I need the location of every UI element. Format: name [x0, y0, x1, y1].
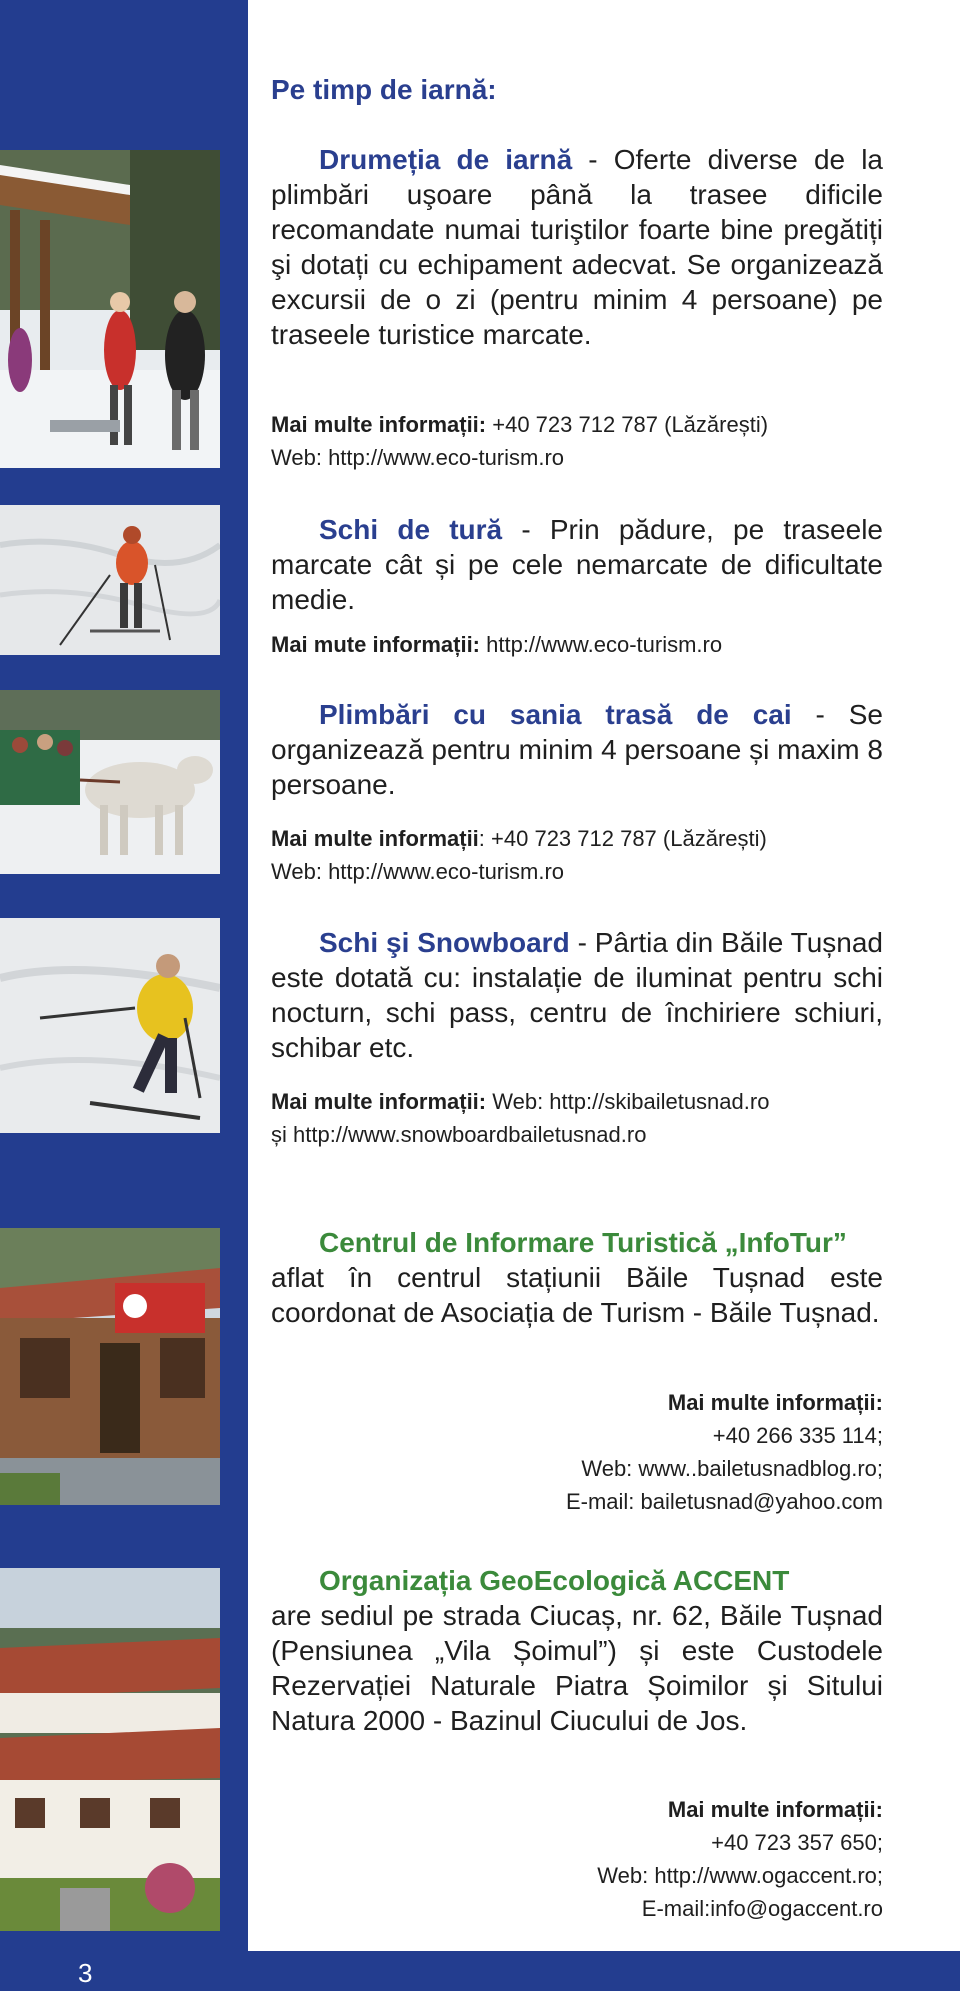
infotur-block	[271, 1225, 883, 1330]
info-value: http://www.eco-turism.ro	[480, 632, 723, 657]
bottom-blue-band	[0, 1951, 960, 1991]
item-title: Schi şi Snowboard	[319, 927, 570, 958]
item-schi-tura	[271, 512, 883, 617]
info-email: E-mail:info@ogaccent.ro	[641, 1896, 883, 1921]
item-sania-info	[271, 822, 883, 888]
photo-skier	[0, 918, 220, 1133]
accent-block	[271, 1563, 883, 1738]
infotur-info	[271, 1386, 883, 1518]
accent-info	[271, 1793, 883, 1925]
accent-body: are sediul pe strada Ciucaș, nr. 62, Băile Tușnad (Pensiunea „Vila Șoimul”) și este Custodele Rezervației Naturale Piatra Șoimilor și Sitului Natura 2000 - Bazinul Ciucului de Jos.	[271, 1600, 883, 1736]
info-phone: +40 266 335 114;	[712, 1423, 883, 1448]
item-body: - Pârtia din Băile Tușnad este dotată cu: instalație de iluminat pentru schi nocturn, schi pass, centru de închiriere schiuri, schibar etc.	[271, 927, 884, 1063]
item-body: - Prin pădure, pe traseele marcate cât și pe cele nemarcate de dificultate medie.	[271, 514, 883, 615]
info-phone: +40 723 357 650;	[711, 1830, 883, 1855]
item-schi-snowboard-info	[271, 1085, 883, 1151]
photo-winter-hikers	[0, 150, 220, 468]
photo-infotur-building	[0, 1228, 220, 1505]
infotur-title: Centrul de Informare Turistică „InfoTur”	[319, 1227, 847, 1258]
item-title: Schi de tură	[319, 514, 503, 545]
item-title: Plimbări cu sania trasă de cai	[319, 699, 792, 730]
item-schi-snowboard	[271, 925, 883, 1065]
info-web: și http://www.snowboardbailetusnad.ro	[271, 1122, 647, 1147]
infotur-body: aflat în centrul stațiunii Băile Tușnad este coordonat de Asociația de Turism - Băile Tușnad.	[271, 1262, 883, 1328]
item-drumetia	[271, 142, 883, 352]
accent-title: Organizația GeoEcologică ACCENT	[319, 1565, 790, 1596]
info-label: Mai multe informații:	[667, 1390, 883, 1415]
info-value: +40 723 712 787 (Lăzărești)	[486, 412, 769, 437]
info-value: Web: http://skibailetusnad.ro	[486, 1089, 770, 1114]
section-title: Pe timp de iarnă:	[271, 74, 497, 105]
info-label: Mai multe informații	[271, 826, 479, 851]
info-email: E-mail: bailetusnad@yahoo.com	[565, 1489, 883, 1514]
photo-horse-sleigh	[0, 690, 220, 874]
info-web: Web: www..bailetusnadblog.ro;	[581, 1456, 883, 1481]
info-value: : +40 723 712 787 (Lăzărești)	[478, 826, 767, 851]
item-body: - Oferte diverse de la plimbări uşoare până la trasee dificile recomandate numai turiştilor foarte bine pregătiți şi dotați cu echipament adecvat. Se organizează excursii de o zi (pentru minim 4 persoane) pe traseele turistice marcate.	[271, 144, 883, 350]
photo-ski-touring	[0, 505, 220, 655]
info-web: Web: http://www.eco-turism.ro	[271, 445, 565, 470]
item-body: - Se organizează pentru minim 4 persoane și maxim 8 persoane.	[271, 699, 883, 800]
info-label: Mai multe informații:	[667, 1797, 883, 1822]
item-title: Drumeția de iarnă	[319, 144, 573, 175]
page-number: 3	[78, 1958, 93, 1988]
item-schi-tura-info	[271, 628, 883, 661]
info-label: Mai multe informații:	[271, 412, 487, 437]
info-web: Web: http://www.eco-turism.ro	[271, 859, 565, 884]
info-web: Web: http://www.ogaccent.ro;	[597, 1863, 883, 1888]
item-drumetia-info	[271, 408, 883, 474]
info-label: Mai multe informații:	[271, 1089, 487, 1114]
photo-vila-soimul	[0, 1568, 220, 1931]
item-sania	[271, 697, 883, 802]
info-label: Mai mute informații:	[271, 632, 481, 657]
